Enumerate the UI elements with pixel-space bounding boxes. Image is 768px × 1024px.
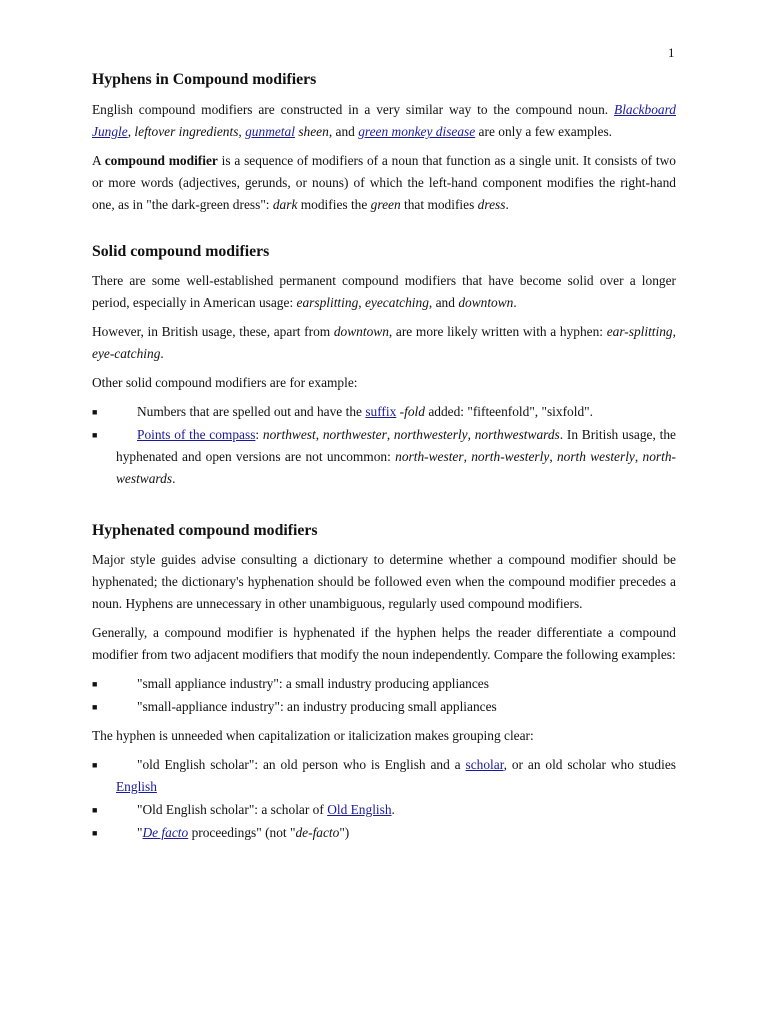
bullet-icon: ■ [92, 679, 98, 689]
list-capitalization-examples [92, 754, 676, 844]
document-content [92, 68, 676, 851]
bullet-icon: ■ [92, 702, 98, 712]
link-blackboard-jungle[interactable]: Blackboard Jungle [92, 102, 676, 139]
list-solid-examples [92, 401, 676, 490]
link-scholar[interactable]: scholar [465, 757, 504, 772]
link-suffix[interactable]: suffix [365, 404, 397, 419]
link-gunmetal[interactable]: gunmetal [245, 124, 295, 139]
list-item: ■ "old English scholar": an old person who is English and a scholar, or an old scholar who studies English [92, 754, 676, 798]
list-item: ■ "De facto proceedings" (not "de-facto") [92, 822, 676, 844]
paragraph-hyphen-unneeded: The hyphen is unneeded when capitalization or italicization makes grouping clear: [92, 728, 534, 743]
bullet-icon: ■ [92, 828, 98, 838]
paragraph-british-usage: However, in British usage, these, apart from downtown, are more likely written with a hyphen: ear-splitting, eye-catching. [92, 324, 676, 361]
paragraph-intro: English compound modifiers are constructed in a very similar way to the compound noun. Blackboard Jungle, leftover ingredients, gunmetal sheen, and green monkey disease are only a few examples. [92, 102, 676, 139]
list-item: ■ Points of the compass: northwest, northwester, northwesterly, northwestwards. In British usage, the hyphenated and open versions are not uncommon: north-wester, north-westerly, north westerly, north-westwards. [92, 424, 676, 490]
list-item: ■ "small-appliance industry": an industry producing small appliances [92, 696, 676, 718]
paragraph-solid-intro: There are some well-established permanent compound modifiers that have become solid over a longer period, especially in American usage: earsplitting, eyecatching, and downtown. [92, 273, 676, 310]
heading-hyphenated-compound-modifiers: Hyphenated compound modifiers [92, 522, 318, 539]
bullet-icon: ■ [92, 430, 98, 440]
link-de-facto[interactable]: De facto [142, 825, 189, 840]
paragraph-generally: Generally, a compound modifier is hyphenated if the hyphen helps the reader differentiate a compound modifier from two adjacent modifiers that modify the noun independently. Compare the following examples: [92, 625, 676, 662]
list-item: ■ Numbers that are spelled out and have the suffix -fold added: "fifteenfold", "sixfold". [92, 401, 676, 423]
list-item: ■ "Old English scholar": a scholar of Old English. [92, 799, 676, 821]
heading-solid-compound-modifiers: Solid compound modifiers [92, 243, 270, 260]
heading-hyphens-in-compound-modifiers: Hyphens in Compound modifiers [92, 71, 317, 88]
bullet-icon: ■ [92, 760, 98, 770]
paragraph-other-solid: Other solid compound modifiers are for example: [92, 375, 358, 390]
list-item: ■ "small appliance industry": a small industry producing appliances [92, 673, 676, 695]
bullet-icon: ■ [92, 407, 98, 417]
page-number: 1 [668, 45, 675, 60]
list-appliance-examples [92, 673, 676, 718]
link-old-english[interactable]: Old English [327, 802, 392, 817]
link-green-monkey-disease[interactable]: green monkey disease [358, 124, 476, 139]
paragraph-style-guides: Major style guides advise consulting a dictionary to determine whether a compound modifier should be hyphenated; the dictionary's hyphenation should be followed even when the compound modifier precedes a noun. Hyphens are unnecessary in other unambiguous, regularly used compound modifiers. [92, 552, 676, 611]
bullet-icon: ■ [92, 805, 98, 815]
paragraph-compound-modifier-definition: A compound modifier is a sequence of modifiers of a noun that function as a single unit. It consists of two or more words (adjectives, gerunds, or nouns) of which the left-hand component modifies the right-hand one, as in "the dark-green dress": dark modifies the green that modifies dress. [92, 153, 677, 212]
link-english[interactable]: English [116, 779, 157, 794]
link-points-of-the-compass[interactable]: Points of the compass [137, 427, 256, 442]
